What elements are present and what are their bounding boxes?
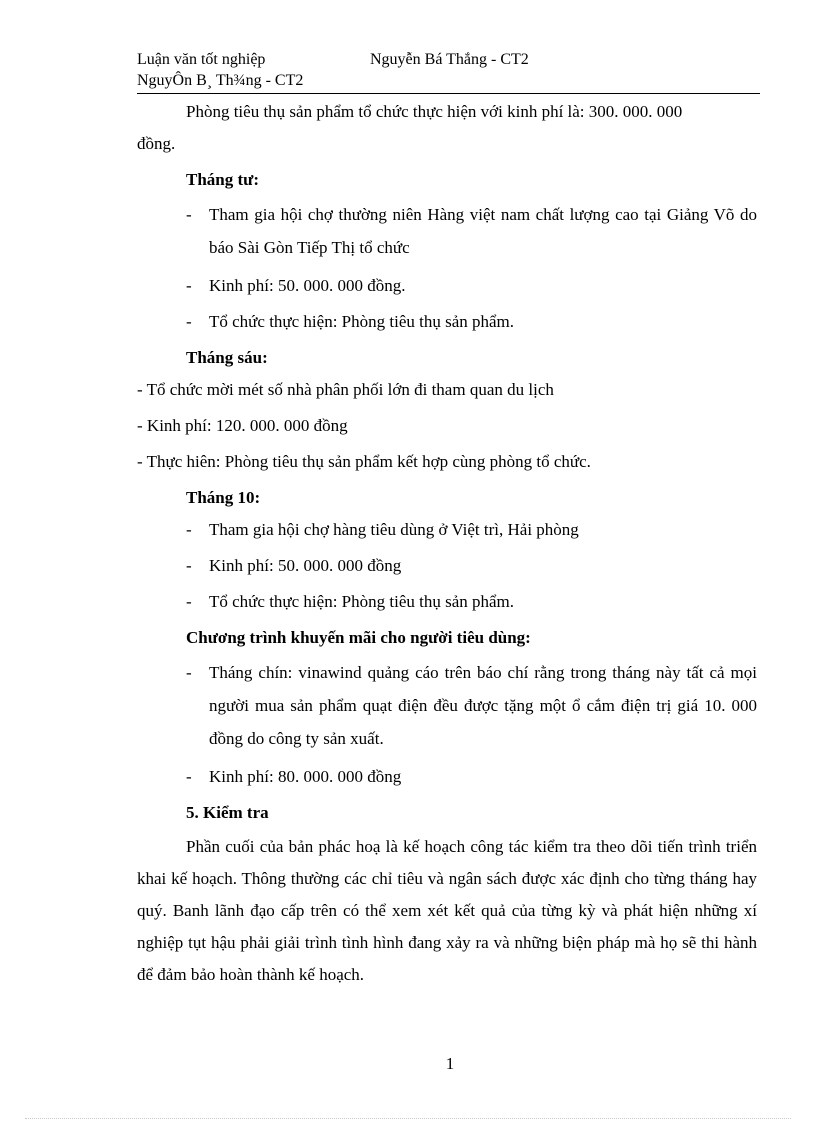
page-content	[137, 96, 757, 991]
section5-heading: 5. Kiểm tra	[186, 803, 269, 822]
list-item: - Kinh phí: 80. 000. 000 đồng	[186, 767, 402, 786]
list-item: - Tham gia hội chợ thường niên Hàng việt nam chất lượng cao tại Giảng Võ do báo Sài Gòn Tiếp Thị tổ chức	[186, 205, 757, 257]
list-item: - Tổ chức thực hiện: Phòng tiêu thụ sản phẩm.	[186, 312, 515, 331]
list-item: - Kinh phí: 50. 000. 000 đồng.	[186, 276, 406, 295]
header-rule	[137, 93, 760, 94]
list-item: - Tháng chín: vinawind quảng cáo trên báo chí rằng trong tháng này tất cả mọi người mua sản phẩm quạt điện đều được tặng một ổ cắm điện trị giá 10. 000 đồng do công ty sản xuất.	[186, 663, 757, 748]
promo-heading: Chương trình khuyến mãi cho người tiêu dùng:	[186, 628, 531, 647]
list-item: - Tổ chức mời mét số nhà phân phối lớn đi tham quan du lịch	[137, 380, 554, 399]
april-heading: Tháng tư:	[186, 170, 260, 189]
header-author: Nguyễn Bá Thắng - CT2	[370, 51, 529, 68]
list-item: - Thực hiên: Phòng tiêu thụ sản phẩm kết hợp cùng phòng tổ chức.	[137, 452, 591, 471]
page-bottom-edge	[25, 1118, 791, 1119]
list-item: - Kinh phí: 50. 000. 000 đồng	[186, 556, 402, 575]
list-item: - Tham gia hội chợ hàng tiêu dùng ở Việt trì, Hải phòng	[186, 520, 579, 539]
page-number: 1	[445, 1054, 455, 1073]
header-thesis-label: Luận văn tốt nghiệp	[137, 51, 266, 68]
intro-line-end: đồng.	[137, 134, 176, 153]
october-heading: Tháng 10:	[186, 488, 261, 507]
list-item: - Kinh phí: 120. 000. 000 đồng	[137, 416, 348, 435]
intro-line: Phòng tiêu thụ sản phẩm tổ chức thực hiện với kinh phí là: 300. 000. 000	[186, 102, 683, 121]
june-heading: Tháng sáu:	[186, 348, 268, 367]
section5-paragraph: Phần cuối của bản phác hoạ là kế hoạch công tác kiểm tra theo dõi tiến trình triển khai kế hoạch. Thông thường các chỉ tiêu và ngân sách được xác định cho từng tháng hay quý. Banh lãnh đạo cấp trên có thể xem xét kết quả của từng kỳ và phát hiện những xí nghiệp tụt hậu phải giải trình tình hình đang xảy ra và những biện pháp mà họ sẽ thi hành để đảm bảo hoàn thành kế hoạch.	[137, 837, 757, 984]
list-item: - Tổ chức thực hiện: Phòng tiêu thụ sản phẩm.	[186, 592, 515, 611]
header-author-garbled: NguyÔn B¸ Th¾ng - CT2	[137, 72, 304, 89]
